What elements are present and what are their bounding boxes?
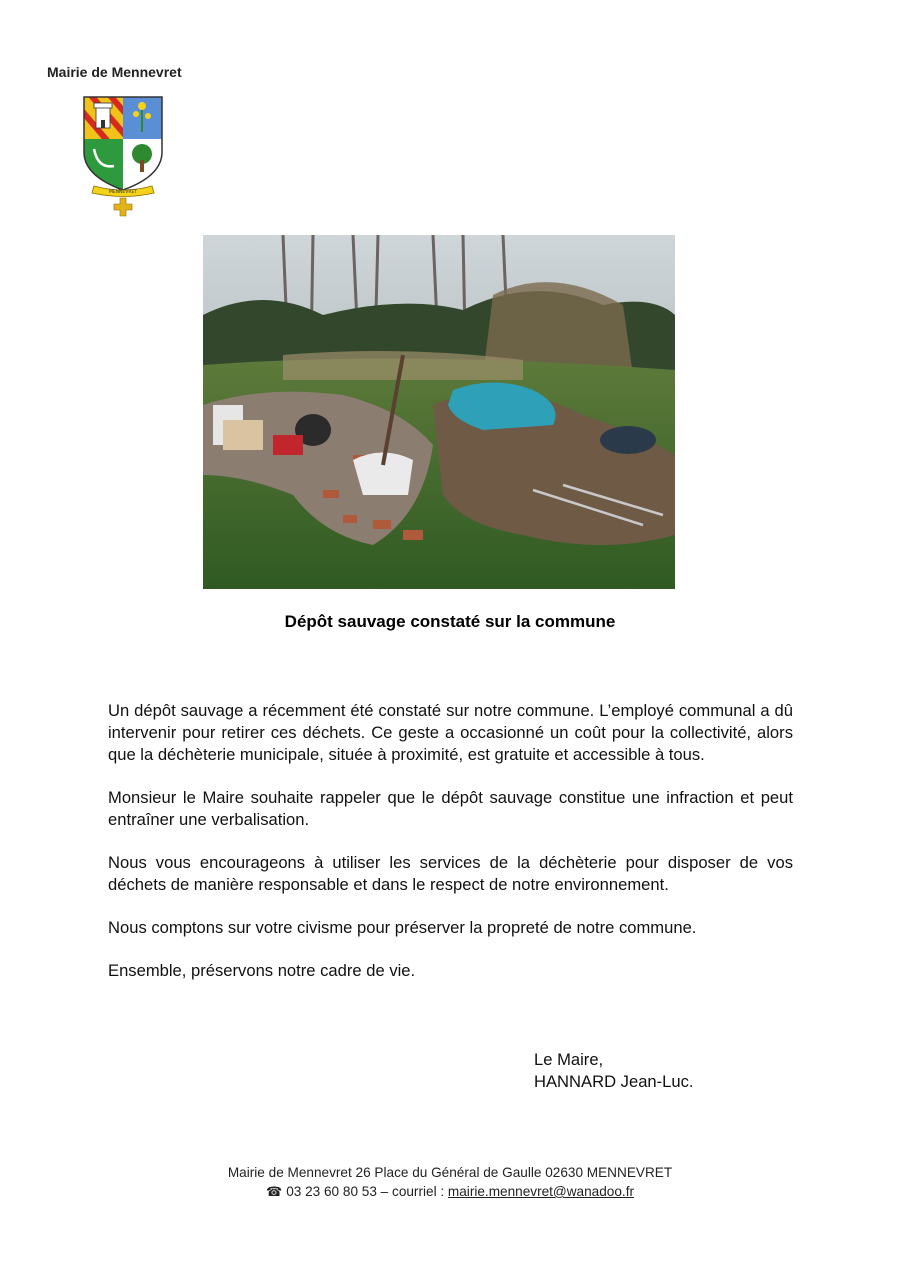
telephone-icon: ☎ xyxy=(265,1184,283,1199)
footer-contact xyxy=(0,1182,900,1201)
header-org-name: Mairie de Mennevret xyxy=(47,64,182,80)
paragraph: Nous comptons sur votre civisme pour préserver la propreté de notre commune. xyxy=(108,918,697,937)
signature-name: HANNARD Jean-Luc. xyxy=(534,1072,694,1091)
signature-block xyxy=(534,1049,694,1093)
illegal-dumping-photo xyxy=(203,235,675,589)
footer-email-link[interactable]: mairie.mennevret@wanadoo.fr xyxy=(447,1184,634,1199)
footer xyxy=(0,1163,900,1201)
paragraph: Monsieur le Maire souhaite rappeler que le dépôt sauvage constitue une infraction et peut entraîner une verbalisation. xyxy=(108,788,793,829)
coat-of-arms-logo xyxy=(80,94,166,218)
paragraph: Ensemble, préservons notre cadre de vie. xyxy=(108,961,416,980)
footer-address: Mairie de Mennevret 26 Place du Général de Gaulle 02630 MENNEVRET xyxy=(227,1165,673,1180)
footer-phone: 03 23 60 80 53 xyxy=(286,1184,377,1199)
paragraph: Un dépôt sauvage a récemment été constaté sur notre commune. L’employé communal a dû intervenir pour retirer ces déchets. Ce geste a occasionné un coût pour la collectivité, alors que la déchèterie municipale, située à proximité, est gratuite et accessible à tous. xyxy=(108,701,793,764)
crest-motto: MENNEVRET xyxy=(108,190,138,195)
document-body xyxy=(108,700,793,1003)
document-title: Dépôt sauvage constaté sur la commune xyxy=(284,612,616,631)
paragraph: Nous vous encourageons à utiliser les services de la déchèterie pour disposer de vos déchets de manière responsable et dans le respect de notre environnement. xyxy=(108,853,793,894)
signature-title: Le Maire, xyxy=(534,1050,604,1069)
footer-separator: – courriel : xyxy=(376,1184,448,1199)
